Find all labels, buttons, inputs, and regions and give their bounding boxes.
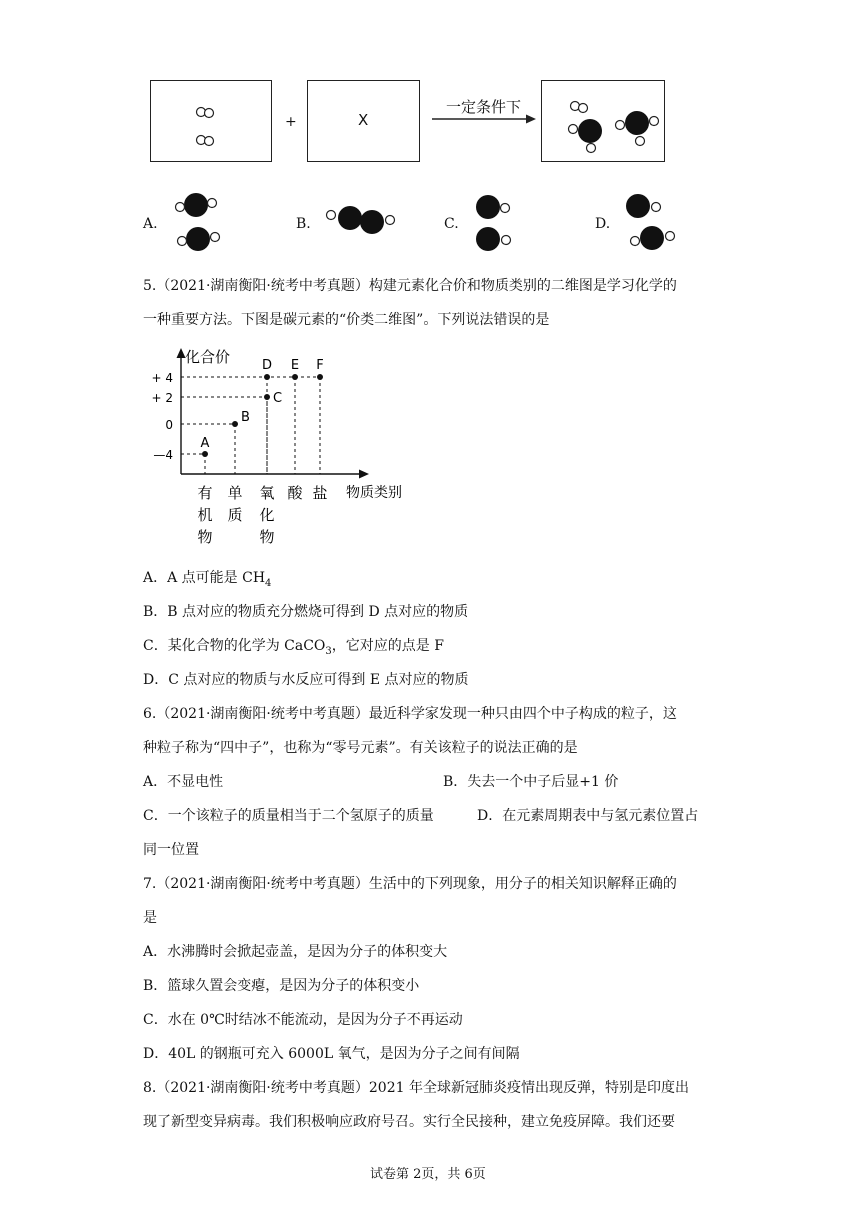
y-tick-label: 0 bbox=[165, 418, 173, 432]
x-category-label: 质 bbox=[227, 506, 243, 524]
q6-option-a: A．不显电性 bbox=[143, 774, 224, 790]
q6-stem-line2: 种粒子称为“四中子”，也称为“零号元素”。有关该粒子的说法正确的是 bbox=[143, 740, 578, 756]
x-category-label: 物 bbox=[259, 528, 275, 546]
h2-molecules-icon bbox=[151, 81, 273, 163]
data-point bbox=[232, 421, 238, 427]
q6-option-c: C．一个该粒子的质量相当于二个氢原子的质量 bbox=[143, 808, 434, 824]
data-point-label: E bbox=[290, 358, 300, 373]
q4-option-a-label: A. bbox=[143, 216, 158, 232]
x-label: X bbox=[358, 111, 369, 129]
reactant-box-1 bbox=[150, 80, 272, 162]
q4-option-d-molecule-icon bbox=[618, 188, 684, 258]
x-category-label: 有 bbox=[197, 484, 213, 502]
data-point-label: F bbox=[316, 358, 324, 373]
x-category-label: 机 bbox=[197, 506, 213, 524]
y-tick-label: + 2 bbox=[151, 391, 173, 405]
data-point bbox=[202, 451, 208, 457]
q4-option-b-molecule-icon bbox=[322, 200, 402, 240]
product-box bbox=[541, 80, 665, 162]
valence-category-chart bbox=[143, 340, 413, 555]
q7-stem-line1: 7.（2021·湖南衡阳·统考中考真题）生活中的下列现象，用分子的相关知识解释正确的 bbox=[143, 876, 677, 892]
q5-option-c-text: C．某化合物的化学为 CaCO bbox=[143, 638, 326, 654]
data-point-label: D bbox=[261, 358, 273, 373]
q6-option-d: D．在元素周期表中与氢元素位置占 bbox=[477, 808, 699, 824]
q4-option-c-label: C. bbox=[444, 216, 459, 232]
q5-option-a-subscript: 4 bbox=[265, 577, 272, 589]
reactant-box-x bbox=[307, 80, 420, 162]
q5-option-c-subscript: 3 bbox=[325, 645, 332, 657]
q8-stem-line2: 现了新型变异病毒。我们积极响应政府号召。实行全民接种，建立免疫屏障。我们还要 bbox=[143, 1114, 675, 1130]
product-molecules-icon bbox=[542, 81, 666, 163]
data-point-label: B bbox=[241, 410, 250, 425]
q5-option-c-text-end: ，它对应的点是 F bbox=[331, 638, 444, 654]
x-category-label: 化 bbox=[259, 506, 275, 524]
q5-stem-line1: 5.（2021·湖南衡阳·统考中考真题）构建元素化合价和物质类别的二维图是学习化学的 bbox=[143, 278, 677, 294]
data-point-label: C bbox=[273, 391, 283, 406]
data-point bbox=[317, 374, 323, 380]
q4-option-c-molecule-icon bbox=[468, 190, 518, 256]
y-axis-title: 化合价 bbox=[185, 348, 231, 366]
q7-option-c: C．水在 0℃时结冰不能流动，是因为分子不再运动 bbox=[143, 1012, 463, 1028]
q7-option-a: A．水沸腾时会掀起壶盖，是因为分子的体积变大 bbox=[143, 944, 448, 960]
q7-option-d: D．40L 的钢瓶可充入 6000L 氧气，是因为分子之间有间隔 bbox=[143, 1046, 520, 1062]
q5-option-b: B．B 点对应的物质充分燃烧可得到 D 点对应的物质 bbox=[143, 604, 469, 620]
q5-option-d: D．C 点对应的物质与水反应可得到 E 点对应的物质 bbox=[143, 672, 469, 688]
q7-option-b: B．篮球久置会变瘪，是因为分子的体积变小 bbox=[143, 978, 420, 994]
q4-option-a-molecule-icon bbox=[168, 188, 228, 258]
q8-stem-line1: 8.（2021·湖南衡阳·统考中考真题）2021 年全球新冠肺炎疫情出现反弹，特别是印度出 bbox=[143, 1080, 689, 1096]
x-axis-arrow-icon bbox=[359, 470, 369, 479]
x-axis-title: 物质类别 bbox=[346, 485, 402, 501]
q4-option-d-label: D. bbox=[595, 216, 611, 232]
x-category-label: 单 bbox=[227, 484, 243, 502]
reaction-arrow-icon bbox=[430, 112, 538, 126]
q7-stem-line2: 是 bbox=[143, 910, 157, 926]
y-tick-label: + 4 bbox=[151, 371, 173, 385]
x-category-label: 盐 bbox=[312, 484, 328, 502]
q6-option-d-continued: 同一位置 bbox=[143, 842, 199, 858]
q6-option-b: B．失去一个中子后显+1 价 bbox=[443, 774, 619, 790]
q5-option-a-text: A．A 点可能是 CH bbox=[143, 570, 266, 586]
q5-stem-line2: 一种重要方法。下图是碳元素的“价类二维图”。下列说法错误的是 bbox=[143, 312, 550, 328]
q5-option-c bbox=[143, 636, 444, 662]
x-category-label: 物 bbox=[197, 528, 213, 546]
plus-sign: + bbox=[285, 114, 297, 130]
data-point-label: A bbox=[200, 436, 210, 451]
x-category-label: 氧 bbox=[259, 484, 275, 502]
y-tick-label: —4 bbox=[153, 448, 173, 462]
page-footer: 试卷第 2页，共 6页 bbox=[370, 1167, 486, 1182]
x-category-label: 酸 bbox=[287, 484, 303, 502]
q6-stem-line1: 6.（2021·湖南衡阳·统考中考真题）最近科学家发现一种只由四个中子构成的粒子，这 bbox=[143, 706, 677, 722]
q4-option-b-label: B. bbox=[296, 216, 311, 232]
q5-option-a bbox=[143, 568, 271, 594]
condition-label: 一定条件下 bbox=[446, 98, 522, 116]
